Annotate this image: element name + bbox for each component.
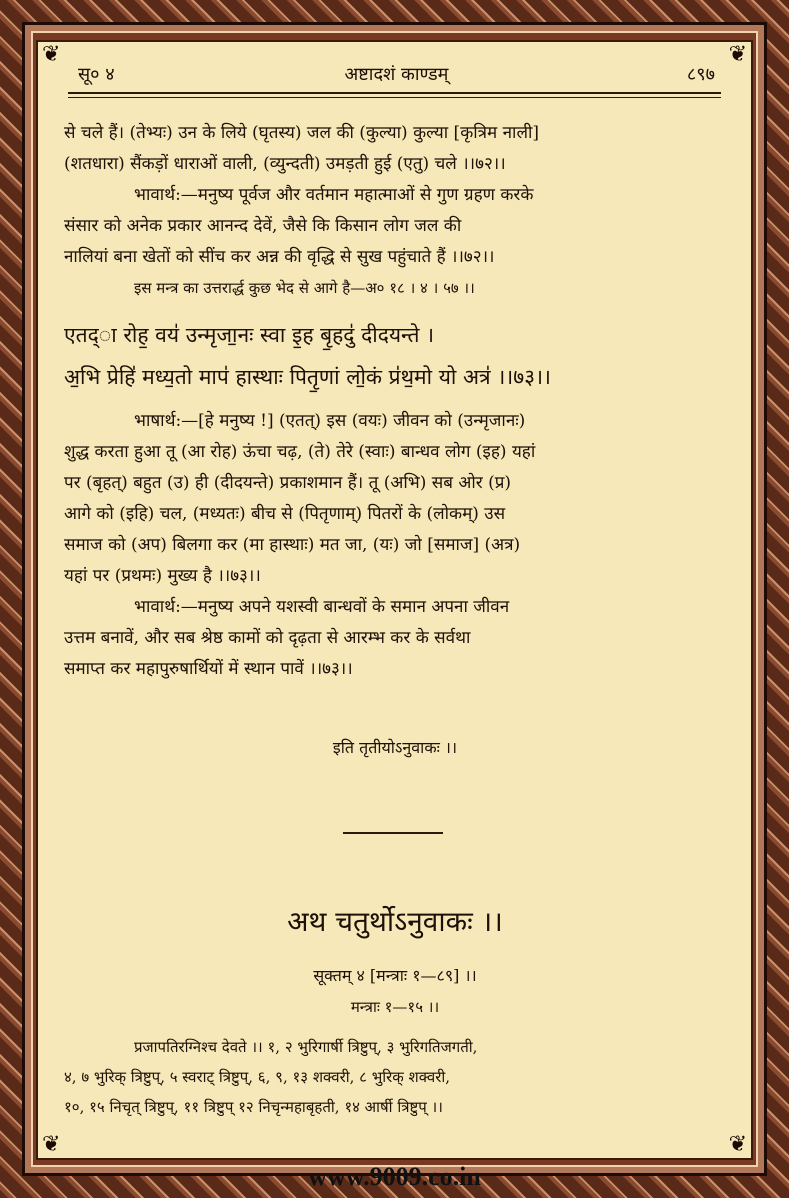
page-number: ८९७: [686, 64, 715, 85]
section-separator: [343, 832, 443, 834]
corner-ornament-icon: ❦: [728, 42, 747, 67]
text-line: भावार्थ:—मनुष्य अपने यशस्वी बान्धवों के समान अपना जीवन: [134, 597, 510, 617]
text-line: समाज को (अप) बिलगा कर (मा हास्थाः) मत जा, (यः) जो [समाज] (अत्र): [64, 535, 521, 555]
sukta-heading: सूक्तम् ४ [मन्त्राः १—८९] ।।: [313, 966, 477, 985]
text-line: संसार को अनेक प्रकार आनन्द देवें, जैसे कि किसान लोग जल की: [64, 216, 462, 236]
mantra-block: [64, 314, 726, 398]
text-line: नालियां बना खेतों को सींच कर अन्न की वृद्धि से सुख पहुंचाते हैं ।।७२।।: [64, 247, 495, 267]
anuvaka-title: अथ चतुर्थोऽनुवाकः ।।: [287, 905, 503, 938]
corner-ornament-icon: ❦: [42, 42, 61, 67]
book-page: [36, 40, 753, 1160]
page-header: [78, 62, 715, 90]
corner-ornament-icon: ❦: [728, 1132, 747, 1157]
text-line: पर (बृहत्) बहुत (उ) ही (दीदयन्ते) प्रकाशमान हैं। तू (अभि) सब ओर (प्र): [64, 473, 512, 493]
text-line: (शतधारा) सैंकड़ों धाराओं वाली, (व्युन्दती) उमड़ती हुई (एतु) चले ।।७२।।: [64, 154, 506, 174]
text-line: समाप्त कर महापुरुषार्थियों में स्थान पावें ।।७३।।: [64, 659, 353, 679]
text-line: भाषार्थ:—[हे मनुष्य !] (एतत्) इस (वयः) जीवन को (उन्मृजानः): [134, 411, 526, 431]
corner-ornament-icon: ❦: [42, 1132, 61, 1157]
anuvaka-end: इति तृतीयोऽनुवाकः ।।: [332, 738, 458, 757]
text-line: ४, ७ भुरिक् त्रिष्टुप्, ५ स्वराट् त्रिष्टुप्, ६, ९, १३ शक्वरी, ८ भुरिक् शक्वरी,: [64, 1068, 451, 1086]
text-line: यहां पर (प्रथमः) मुख्य है ।।७३।।: [64, 566, 261, 586]
text-line: उत्तम बनावें, और सब श्रेष्ठ कामों को दृढ़ता से आरम्भ कर के सर्वथा: [64, 628, 471, 648]
mantra-line: अ॒भि प्रेहि॑ मध्य॒तो माप॑ हास्थाः पितृ॒णां लो॒कं प्र॑थ॒मो यो अत्र॑ ।।७३।।: [64, 365, 552, 389]
mantra-line: एतद्‌ा रोह॒ वय॑ उन्मृजा॒नः स्वा इ॒ह बृ॒हदु॑ दीदयन्ते ।: [64, 323, 435, 347]
commentary-block-72: [64, 118, 726, 304]
sukta-number: सू० ४: [78, 64, 115, 85]
text-line: से चले हैं। (तेभ्यः) उन के लिये (घृतस्य) जल की (कुल्या) कुल्या [कृत्रिम नाली]: [64, 123, 540, 143]
text-line: आगे को (इहि) चल, (मध्यतः) बीच से (पितृणाम्) पितरों के (लोकम्) उस: [64, 504, 506, 524]
text-line: १०, १५ निचृत् त्रिष्टुप्, ११ त्रिष्टुप् १२ निचृन्महाबृहती, १४ आर्षी त्रिष्टुप् ।।: [64, 1098, 443, 1116]
text-line: प्रजापतिरग्निश्च देवते ।। १, २ भुरिगार्षी त्रिष्टुप्, ३ भुरिगतिजगती,: [134, 1038, 478, 1056]
mantra-range: मन्त्राः १—१५ ।।: [350, 998, 440, 1016]
text-line: इस मन्त्र का उत्तरार्द्ध कुछ भेद से आगे है—अ० १८ । ४ । ५७ ।।: [134, 279, 475, 297]
kanda-title: अष्टादशं काण्डम्: [344, 64, 449, 85]
text-line: भावार्थ:—मनुष्य पूर्वज और वर्तमान महात्माओं से गुण ग्रहण करके: [134, 185, 534, 205]
commentary-block-73: [64, 406, 726, 685]
text-line: शुद्ध करता हुआ तू (आ रोह) ऊंचा चढ़, (ते) तेरे (स्वाः) बान्धव लोग (इह) यहां: [64, 442, 536, 462]
devata-chandas-block: [64, 1032, 726, 1122]
website-watermark: www.9009.co.in: [308, 1162, 481, 1191]
header-rule: [68, 92, 721, 98]
